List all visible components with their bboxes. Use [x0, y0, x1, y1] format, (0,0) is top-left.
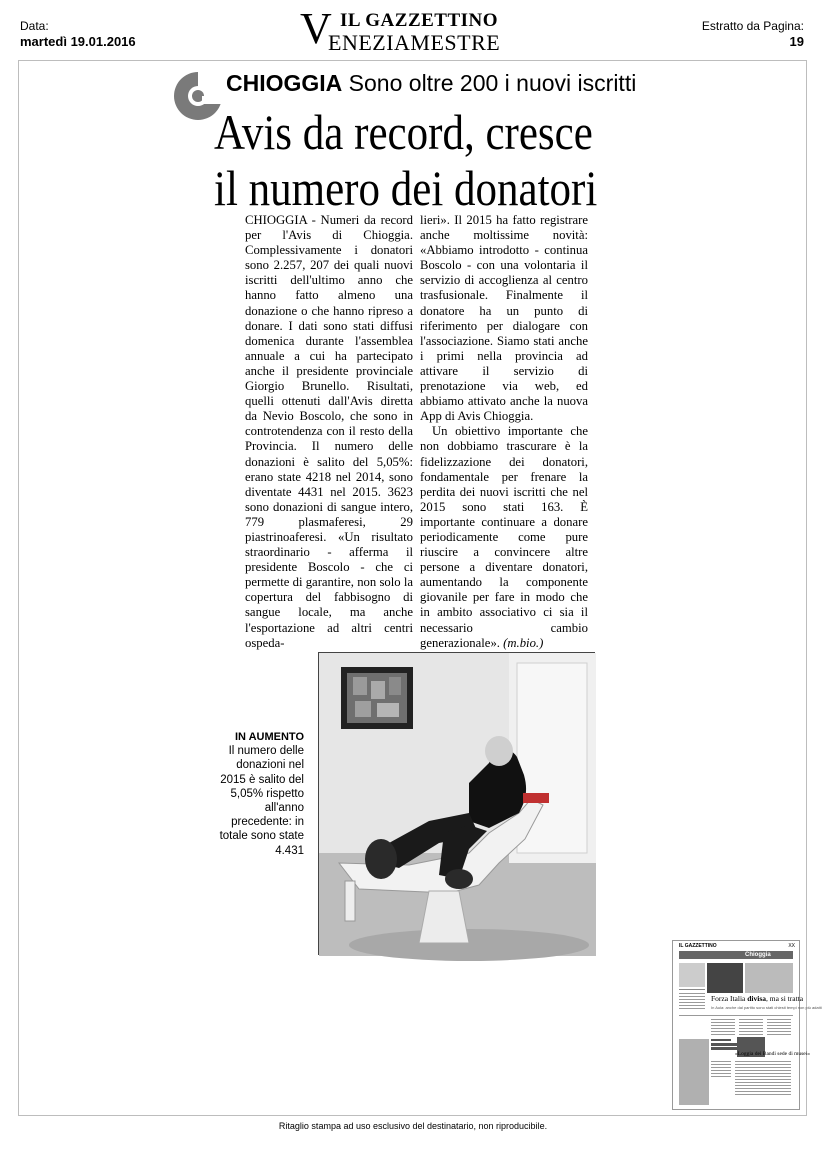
masthead-logo [300, 4, 540, 55]
kicker-place: CHIOGGIA [226, 70, 343, 96]
thumbnail-headline-b: divisa [747, 994, 766, 1003]
kicker-text: Sono oltre 200 i nuovi iscritti [348, 70, 637, 96]
masthead-initial: V [300, 4, 332, 53]
masthead-edition: ENEZIAMESTRE [328, 30, 501, 55]
masthead-title: IL GAZZETTINO [340, 10, 499, 31]
thumbnail-headline-a: Forza Italia [711, 994, 746, 1003]
column-2-paragraph-1: lieri». Il 2015 ha fatto registrare anche moltissime novità: «Abbiamo introdotto - continua Boscolo - con una volontaria il servizio di accoglienza al centro trasfusionale. Finalmente il donatore ha un punto di riferimento per dialogare con l'associazione. Siamo stati anche i primi nella provincia ad attivare il servizio di prenotazione via web, ed abbiamo attivato anche la nuova App di Avis Chioggia. [420, 213, 588, 424]
thumbnail-subline: In Aula: anche dal partito sono stati chiesti tempi non più adatti [711, 1005, 822, 1010]
thumbnail-section: Chioggia [741, 952, 787, 958]
footer-disclaimer: Ritaglio stampa ad uso esclusivo del destinatario, non riproducibile. [278, 1121, 548, 1131]
thumbnail-page: XX [788, 943, 795, 949]
headline-line-2: il numero dei donatori [214, 160, 598, 216]
header-date-block [20, 18, 136, 50]
caption-text: Il numero delle donazioni nel 2015 è salito del 5,05% rispetto all'anno precedente: in totale sono state 4.431 [219, 745, 304, 857]
article-column-1 [245, 213, 413, 651]
article-photo [318, 652, 595, 955]
page-thumbnail [672, 940, 822, 1110]
thumbnail-layout [673, 941, 799, 1109]
headline-line-1: Avis da record, cresce [214, 104, 593, 160]
column-1-paragraph: CHIOGGIA - Numeri da record per l'Avis di Chioggia. Complessivamente i donatori sono 2.257, 207 dei quali nuovi iscritti dell'ultimo anno che hanno fatto almeno una donazione o che hanno ripreso a donare. I dati sono stati diffusi domenica durante l'assemblea annuale a cui ha partecipato anche il presidente provinciale Giorgio Brunello. Risultati, quelli ottenuti dall'Avis diretta da Nevio Boscolo, che sono in controtendenza con il resto della Provincia. Il numero delle donazioni è salito del 5,05%: erano state 4218 nel 2014, sono diventate 4431 nel 2015. 3623 sono donazioni di sangue intero, 779 plasmaferesi, 29 piastrinoaferesi. «Un risultato straordinario - afferma il presidente Boscolo - che ci permette di garantire, non solo la copertura del fabbisogno di sangue locale, ma anche l'esportazione ad altri centri ospeda- [245, 213, 413, 650]
article-kicker [226, 68, 636, 98]
thumbnail-headline [711, 995, 803, 1003]
date-label: Data: [20, 19, 49, 33]
thumbnail-headline-2: «Loggia dei Bandi sede di musei» [735, 1051, 810, 1057]
thumbnail-title: IL GAZZETTINO [679, 943, 717, 949]
column-2-paragraph-2-text: Un obiettivo importante che non dobbiamo trascurare è la fidelizzazione dei donatori, fondamentale per frenare la perdita dei nuovi iscritti che nel 2015 sono stati 163. È importante continuare a donare periodicamente come pure riuscire a convincere altre persone a diventare donatori, aumentando la componente giovanile per fare in modo che in ambito associativo ci sia il necessario cambio generazionale». [420, 424, 588, 650]
date-value: martedì 19.01.2016 [20, 34, 136, 49]
column-2-paragraph-2 [420, 424, 588, 650]
article-headline [214, 104, 597, 216]
donor-chair-photo [319, 653, 596, 956]
page-number: 19 [789, 34, 804, 49]
thumbnail-headline-c: , ma si tratta [766, 994, 804, 1003]
extract-label: Estratto da Pagina: [701, 19, 804, 33]
author-signature: (m.bio.) [503, 635, 544, 650]
caption-title: IN AUMENTO [234, 731, 304, 743]
article-column-2 [420, 213, 588, 651]
header-page-block [702, 18, 804, 50]
photo-caption [214, 730, 304, 858]
